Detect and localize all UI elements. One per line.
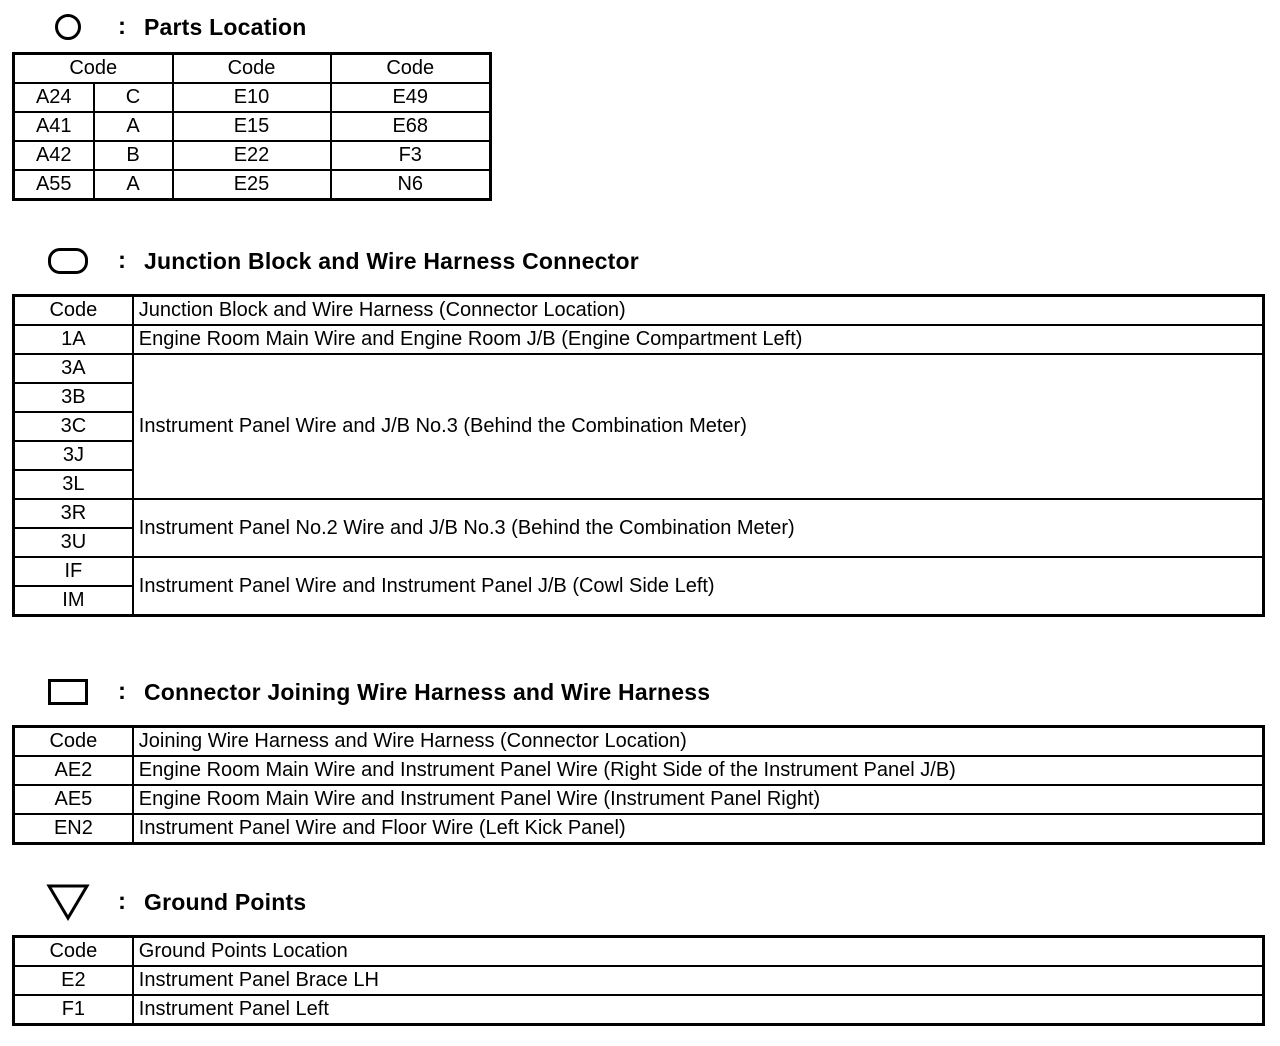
table-row [14, 325, 1264, 354]
cell: E15 [173, 112, 331, 141]
cell: E49 [331, 83, 491, 112]
column-header: Code [173, 54, 331, 84]
cell: A55 [14, 170, 94, 200]
cell: A41 [14, 112, 94, 141]
table-row [14, 966, 1264, 995]
triangle-down-icon [36, 882, 100, 922]
location-cell: Instrument Panel Left [133, 995, 1264, 1025]
code-cell: F1 [14, 995, 133, 1025]
table-header-row [14, 937, 1264, 967]
cell: A [94, 170, 173, 200]
location-cell: Instrument Panel Wire and J/B No.3 (Behind the Combination Meter) [133, 354, 1264, 499]
separator-colon: : [118, 888, 126, 915]
ground-points-table [12, 935, 1265, 1026]
code-cell: IM [14, 586, 133, 616]
connector-joining-title: Connector Joining Wire Harness and Wire Harness [144, 678, 711, 705]
junction-block-title: Junction Block and Wire Harness Connector [144, 247, 639, 274]
table-header-row [14, 54, 491, 84]
code-cell: 3A [14, 354, 133, 383]
cell: F3 [331, 141, 491, 170]
column-header-location: Joining Wire Harness and Wire Harness (Connector Location) [133, 727, 1264, 757]
separator-colon: : [118, 13, 126, 40]
location-cell: Instrument Panel Wire and Instrument Panel J/B (Cowl Side Left) [133, 557, 1264, 616]
code-cell: EN2 [14, 814, 133, 844]
table-row [14, 814, 1264, 844]
cell: A24 [14, 83, 94, 112]
code-cell: E2 [14, 966, 133, 995]
table-row [14, 785, 1264, 814]
connector-joining-header [36, 672, 710, 712]
code-cell: 3L [14, 470, 133, 499]
circle-icon [36, 7, 100, 47]
separator-colon: : [118, 678, 126, 705]
table-row [14, 995, 1264, 1025]
table-row [14, 756, 1264, 785]
junction-block-table [12, 294, 1265, 617]
table-header-row [14, 296, 1264, 326]
cell: A42 [14, 141, 94, 170]
code-cell: 3R [14, 499, 133, 528]
code-cell: 3U [14, 528, 133, 557]
column-header-location: Junction Block and Wire Harness (Connector Location) [133, 296, 1264, 326]
cell: E10 [173, 83, 331, 112]
ground-points-header [36, 882, 306, 922]
column-header-location: Ground Points Location [133, 937, 1264, 967]
cell: A [94, 112, 173, 141]
cell: E25 [173, 170, 331, 200]
location-cell: Engine Room Main Wire and Instrument Panel Wire (Right Side of the Instrument Panel J/B) [133, 756, 1264, 785]
location-cell: Instrument Panel Brace LH [133, 966, 1264, 995]
junction-block-header [36, 241, 639, 281]
location-cell: Engine Room Main Wire and Instrument Panel Wire (Instrument Panel Right) [133, 785, 1264, 814]
connector-joining-table [12, 725, 1265, 845]
table-row [14, 354, 1264, 383]
location-cell: Instrument Panel Wire and Floor Wire (Left Kick Panel) [133, 814, 1264, 844]
table-row [14, 557, 1264, 586]
cell: B [94, 141, 173, 170]
parts-location-header [36, 7, 307, 47]
parts-location-title: Parts Location [144, 13, 307, 40]
column-header: Code [331, 54, 491, 84]
location-cell: Instrument Panel No.2 Wire and J/B No.3 (Behind the Combination Meter) [133, 499, 1264, 557]
cell: E22 [173, 141, 331, 170]
table-header-row [14, 727, 1264, 757]
separator-colon: : [118, 247, 126, 274]
cell: E68 [331, 112, 491, 141]
cell: N6 [331, 170, 491, 200]
table-row [14, 112, 491, 141]
cell: C [94, 83, 173, 112]
rectangle-icon [36, 672, 100, 712]
column-header-code: Code [14, 937, 133, 967]
code-cell: 1A [14, 325, 133, 354]
table-row [14, 499, 1264, 528]
code-cell: IF [14, 557, 133, 586]
table-row [14, 170, 491, 200]
parts-location-table [12, 52, 492, 201]
table-row [14, 141, 491, 170]
code-cell: 3C [14, 412, 133, 441]
column-header-code: Code [14, 727, 133, 757]
location-cell: Engine Room Main Wire and Engine Room J/B (Engine Compartment Left) [133, 325, 1264, 354]
rounded-rect-icon [36, 241, 100, 281]
ground-points-title: Ground Points [144, 888, 307, 915]
code-cell: 3B [14, 383, 133, 412]
table-row [14, 83, 491, 112]
code-cell: AE2 [14, 756, 133, 785]
column-header-code: Code [14, 296, 133, 326]
code-cell: AE5 [14, 785, 133, 814]
column-header: Code [14, 54, 173, 84]
code-cell: 3J [14, 441, 133, 470]
